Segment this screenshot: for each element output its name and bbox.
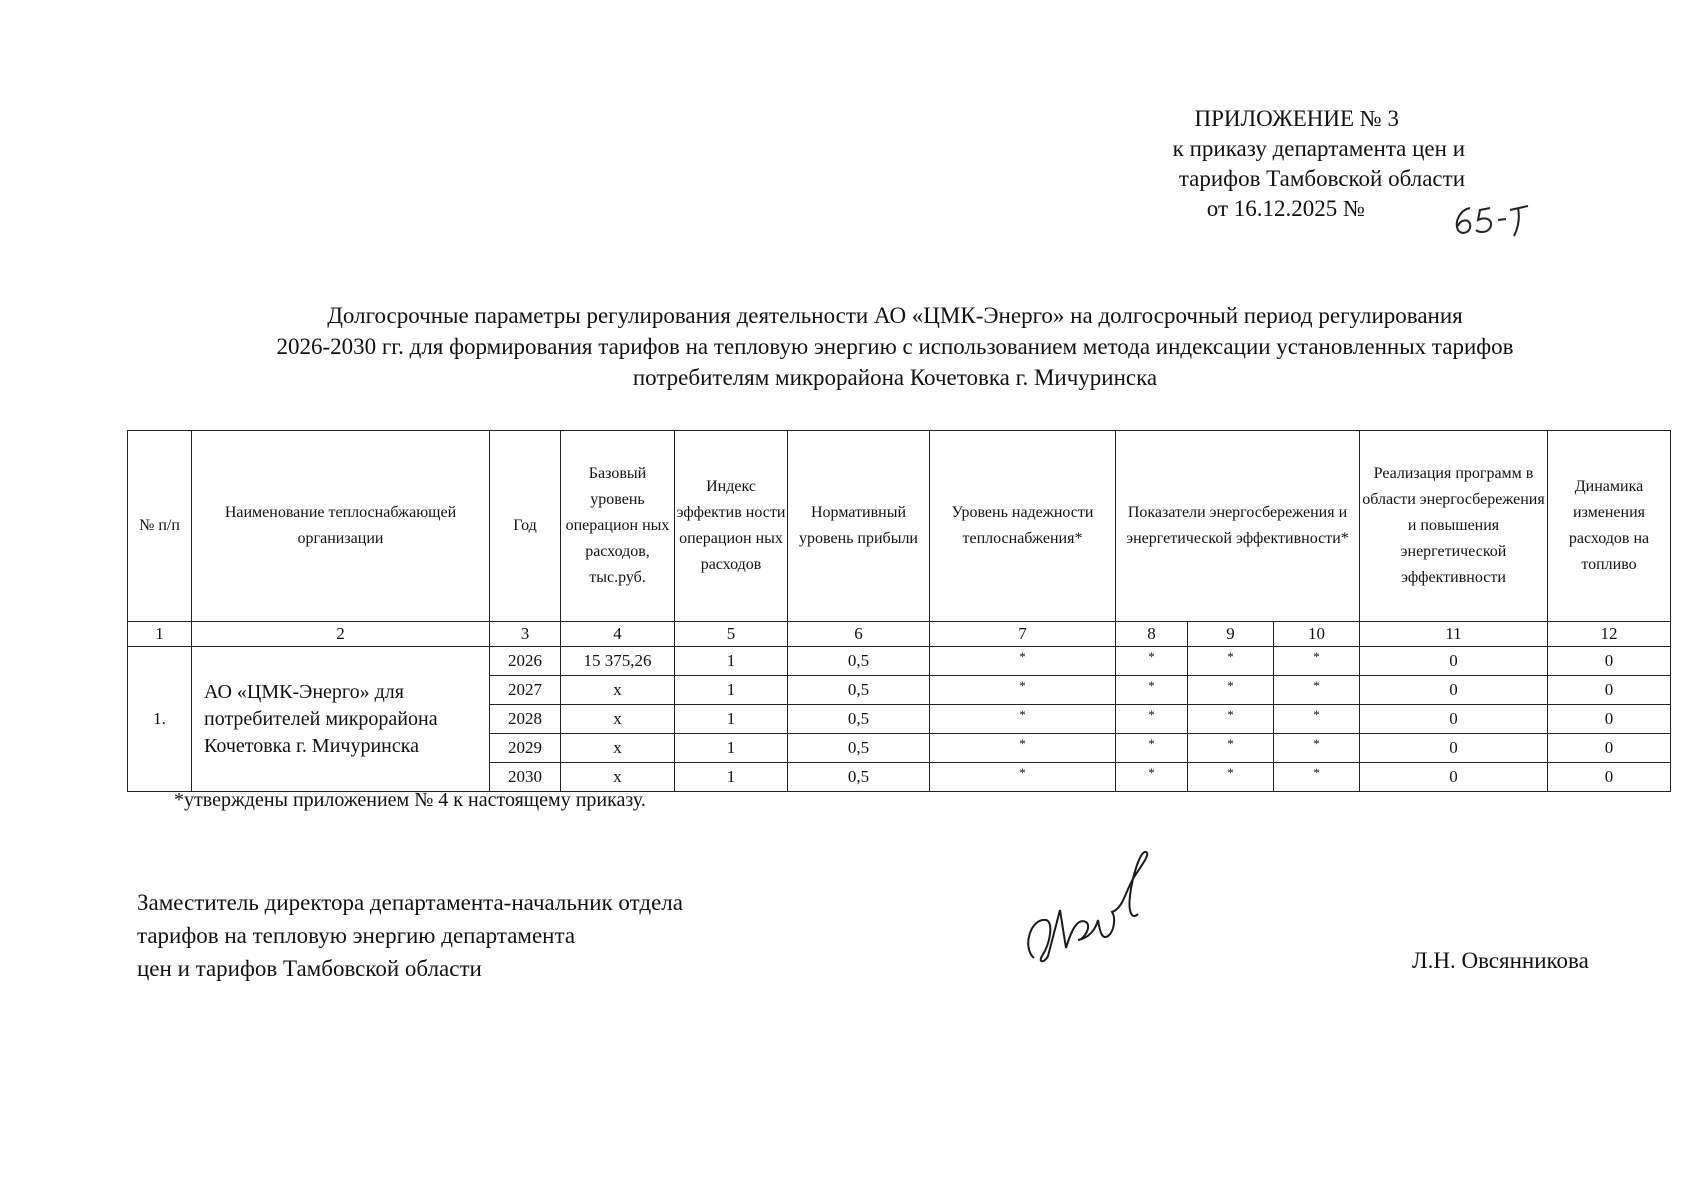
- cell-reliability: *: [930, 763, 1116, 792]
- cell-energy-9: *: [1188, 647, 1274, 676]
- header-year: Год: [490, 431, 561, 622]
- cell-fuel: 0: [1548, 763, 1671, 792]
- cell-fuel: 0: [1548, 705, 1671, 734]
- col-number: 3: [490, 622, 561, 647]
- cell-reliability: *: [930, 647, 1116, 676]
- cell-energy-8: *: [1116, 734, 1188, 763]
- cell-reliability: *: [930, 734, 1116, 763]
- header-num: № п/п: [128, 431, 192, 622]
- cell-energy-9: *: [1188, 705, 1274, 734]
- cell-base-costs: х: [561, 734, 675, 763]
- header-org: Наименование теплоснабжающей организации: [192, 431, 490, 622]
- header-energy-efficiency: Показатели энергосбережения и энергетической эффективности*: [1116, 431, 1360, 622]
- table-row: [128, 647, 1671, 676]
- cell-energy-10: *: [1274, 734, 1360, 763]
- cell-index: 1: [675, 705, 788, 734]
- col-number: 5: [675, 622, 788, 647]
- col-number: 8: [1116, 622, 1188, 647]
- cell-profit: 0,5: [788, 705, 930, 734]
- appendix-department: тарифов Тамбовской области: [1178, 166, 1465, 191]
- signer-name: Л.Н. Овсянникова: [1412, 948, 1589, 973]
- col-number: 2: [192, 622, 490, 647]
- cell-profit: 0,5: [788, 676, 930, 705]
- col-number: 7: [930, 622, 1116, 647]
- cell-index: 1: [675, 763, 788, 792]
- title-line-2: 2026-2030 гг. для формирования тарифов на тепловую энергию с использованием метода индексации установленных тарифов: [276, 334, 1514, 359]
- appendix-header: [1173, 104, 1465, 224]
- cell-base-costs: х: [561, 763, 675, 792]
- cell-year: 2030: [490, 763, 561, 792]
- signer-title: [137, 886, 683, 985]
- cell-fuel: 0: [1548, 676, 1671, 705]
- handwritten-order-number: [1448, 198, 1548, 242]
- header-fuel: Динамика изменения расходов на топливо: [1548, 431, 1671, 622]
- cell-year: 2027: [490, 676, 561, 705]
- signer-title-line-1: Заместитель директора департамента-начальник отдела: [137, 890, 683, 915]
- header-programs: Реализация программ в области энергосбережения и повышения энергетической эффективности: [1360, 431, 1548, 622]
- cell-energy-9: *: [1188, 734, 1274, 763]
- cell-programs: 0: [1360, 647, 1548, 676]
- column-numbers-row: [128, 622, 1671, 647]
- parameters-table: [127, 430, 1671, 792]
- cell-energy-10: *: [1274, 676, 1360, 705]
- col-number: 10: [1274, 622, 1360, 647]
- appendix-order-ref: к приказу департамента цен и: [1172, 136, 1465, 161]
- document-title: [120, 300, 1670, 393]
- cell-base-costs: х: [561, 705, 675, 734]
- cell-energy-9: *: [1188, 763, 1274, 792]
- title-line-3: потребителям микрорайона Кочетовка г. Мичуринска: [632, 365, 1158, 390]
- cell-fuel: 0: [1548, 647, 1671, 676]
- col-number: 4: [561, 622, 675, 647]
- cell-fuel: 0: [1548, 734, 1671, 763]
- signer-title-line-2: тарифов на тепловую энергию департамента: [137, 923, 576, 948]
- cell-energy-8: *: [1116, 763, 1188, 792]
- signer-title-line-3: цен и тарифов Тамбовской области: [137, 956, 482, 981]
- col-number: 12: [1548, 622, 1671, 647]
- cell-programs: 0: [1360, 734, 1548, 763]
- col-number: 6: [788, 622, 930, 647]
- organization-name: АО «ЦМК-Энерго» для потребителей микрорайона Кочетовка г. Мичуринска: [192, 647, 490, 792]
- cell-year: 2029: [490, 734, 561, 763]
- title-line-1: Долгосрочные параметры регулирования деятельности АО «ЦМК-Энерго» на долгосрочный период регулирования: [327, 303, 1463, 328]
- cell-year: 2026: [490, 647, 561, 676]
- cell-energy-10: *: [1274, 705, 1360, 734]
- appendix-order-date: от 16.12.2025 №: [1206, 196, 1365, 221]
- cell-index: 1: [675, 676, 788, 705]
- cell-profit: 0,5: [788, 647, 930, 676]
- cell-base-costs: 15 375,26: [561, 647, 675, 676]
- cell-energy-8: *: [1116, 647, 1188, 676]
- cell-energy-8: *: [1116, 676, 1188, 705]
- cell-index: 1: [675, 734, 788, 763]
- cell-reliability: *: [930, 705, 1116, 734]
- cell-base-costs: х: [561, 676, 675, 705]
- header-efficiency-index: Индекс эффектив ности операцион ных расходов: [675, 431, 788, 622]
- row-number: 1.: [128, 647, 192, 792]
- header-base-costs: Базовый уровень операцион ных расходов, тыс.руб.: [561, 431, 675, 622]
- cell-energy-10: *: [1274, 647, 1360, 676]
- col-number: 9: [1188, 622, 1274, 647]
- cell-year: 2028: [490, 705, 561, 734]
- header-profit: Нормативный уровень прибыли: [788, 431, 930, 622]
- col-number: 11: [1360, 622, 1548, 647]
- footnote: *утверждены приложением № 4 к настоящему приказу.: [174, 789, 646, 811]
- handwritten-signature: [1020, 848, 1200, 978]
- cell-profit: 0,5: [788, 734, 930, 763]
- header-reliability: Уровень надежности теплоснабжения*: [930, 431, 1116, 622]
- col-number: 1: [128, 622, 192, 647]
- cell-programs: 0: [1360, 705, 1548, 734]
- cell-energy-9: *: [1188, 676, 1274, 705]
- table-header-row: [128, 431, 1671, 622]
- cell-reliability: *: [930, 676, 1116, 705]
- cell-profit: 0,5: [788, 763, 930, 792]
- cell-programs: 0: [1360, 676, 1548, 705]
- appendix-title: ПРИЛОЖЕНИЕ № 3: [1194, 106, 1399, 131]
- cell-index: 1: [675, 647, 788, 676]
- cell-programs: 0: [1360, 763, 1548, 792]
- cell-energy-10: *: [1274, 763, 1360, 792]
- cell-energy-8: *: [1116, 705, 1188, 734]
